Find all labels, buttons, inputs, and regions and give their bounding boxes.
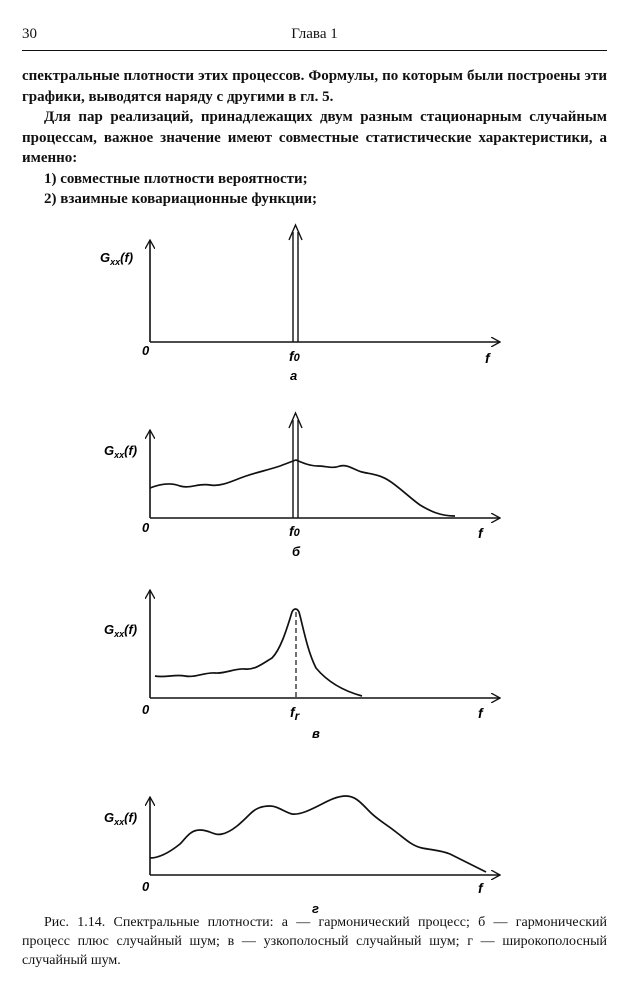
panel-a-marker: f0 (289, 348, 300, 364)
panel-c-curve (155, 609, 362, 696)
panel-a-letter: а (290, 368, 298, 383)
list-item-1: 1) совместные плотности вероятности; (44, 170, 308, 187)
panel-b-ylabel: $G_{xx}(f)$ (104, 443, 138, 460)
panel-d-ylabel: $G_{xx}(f)$ (104, 810, 138, 827)
figure-caption-text: Рис. 1.14. Спектральные плотности: а — гармонический процесс; б — гармонический процесс плюс случайный шум; в — узкополосный случайный шум; г — широкополосный случайный шум. (22, 915, 607, 968)
panel-a (100, 225, 500, 383)
panel-c-xlabel: f (478, 705, 483, 721)
panel-a-origin: 0 (142, 343, 150, 358)
panel-b-marker: f0 (289, 523, 300, 539)
panel-c-letter: в (312, 726, 320, 741)
panel-c-origin: 0 (142, 702, 150, 717)
panel-b (104, 413, 500, 559)
paragraph-1: спектральные плотности этих процессов. Формулы, по которым были построены эти графики, выводятся наряду с другими в гл. 5. (22, 68, 607, 105)
panel-a-ylabel: $G_{xx}(f)$ (100, 250, 134, 267)
figure-caption (22, 913, 607, 970)
panel-d (104, 796, 500, 916)
panel-a-xlabel: f (485, 350, 490, 366)
panel-b-xlabel: f (478, 525, 483, 541)
panel-d-curve (150, 796, 486, 872)
panel-d-xlabel: f (478, 880, 483, 896)
panel-c-marker: fr (290, 704, 300, 723)
panel-b-letter: б (292, 544, 301, 559)
panel-c (104, 590, 500, 741)
panel-d-letter: г (312, 901, 319, 916)
paragraph-2: Для пар реализаций, принадлежащих двум разным стационарным случайным процессам, важное значение имеют совместные статистические характеристики, а именно: (22, 109, 607, 166)
list-item-2: 2) взаимные ковариационные функции; (44, 191, 318, 207)
panel-c-ylabel: $G_{xx}(f)$ (104, 622, 138, 639)
panel-b-curve (150, 460, 455, 516)
panel-b-delta-arrow (289, 413, 302, 518)
page-number: 30 (22, 26, 37, 42)
chapter-title: Глава 1 (291, 26, 338, 42)
panel-d-origin: 0 (142, 879, 150, 894)
panel-a-delta-arrow (289, 225, 302, 342)
panel-b-origin: 0 (142, 520, 150, 535)
